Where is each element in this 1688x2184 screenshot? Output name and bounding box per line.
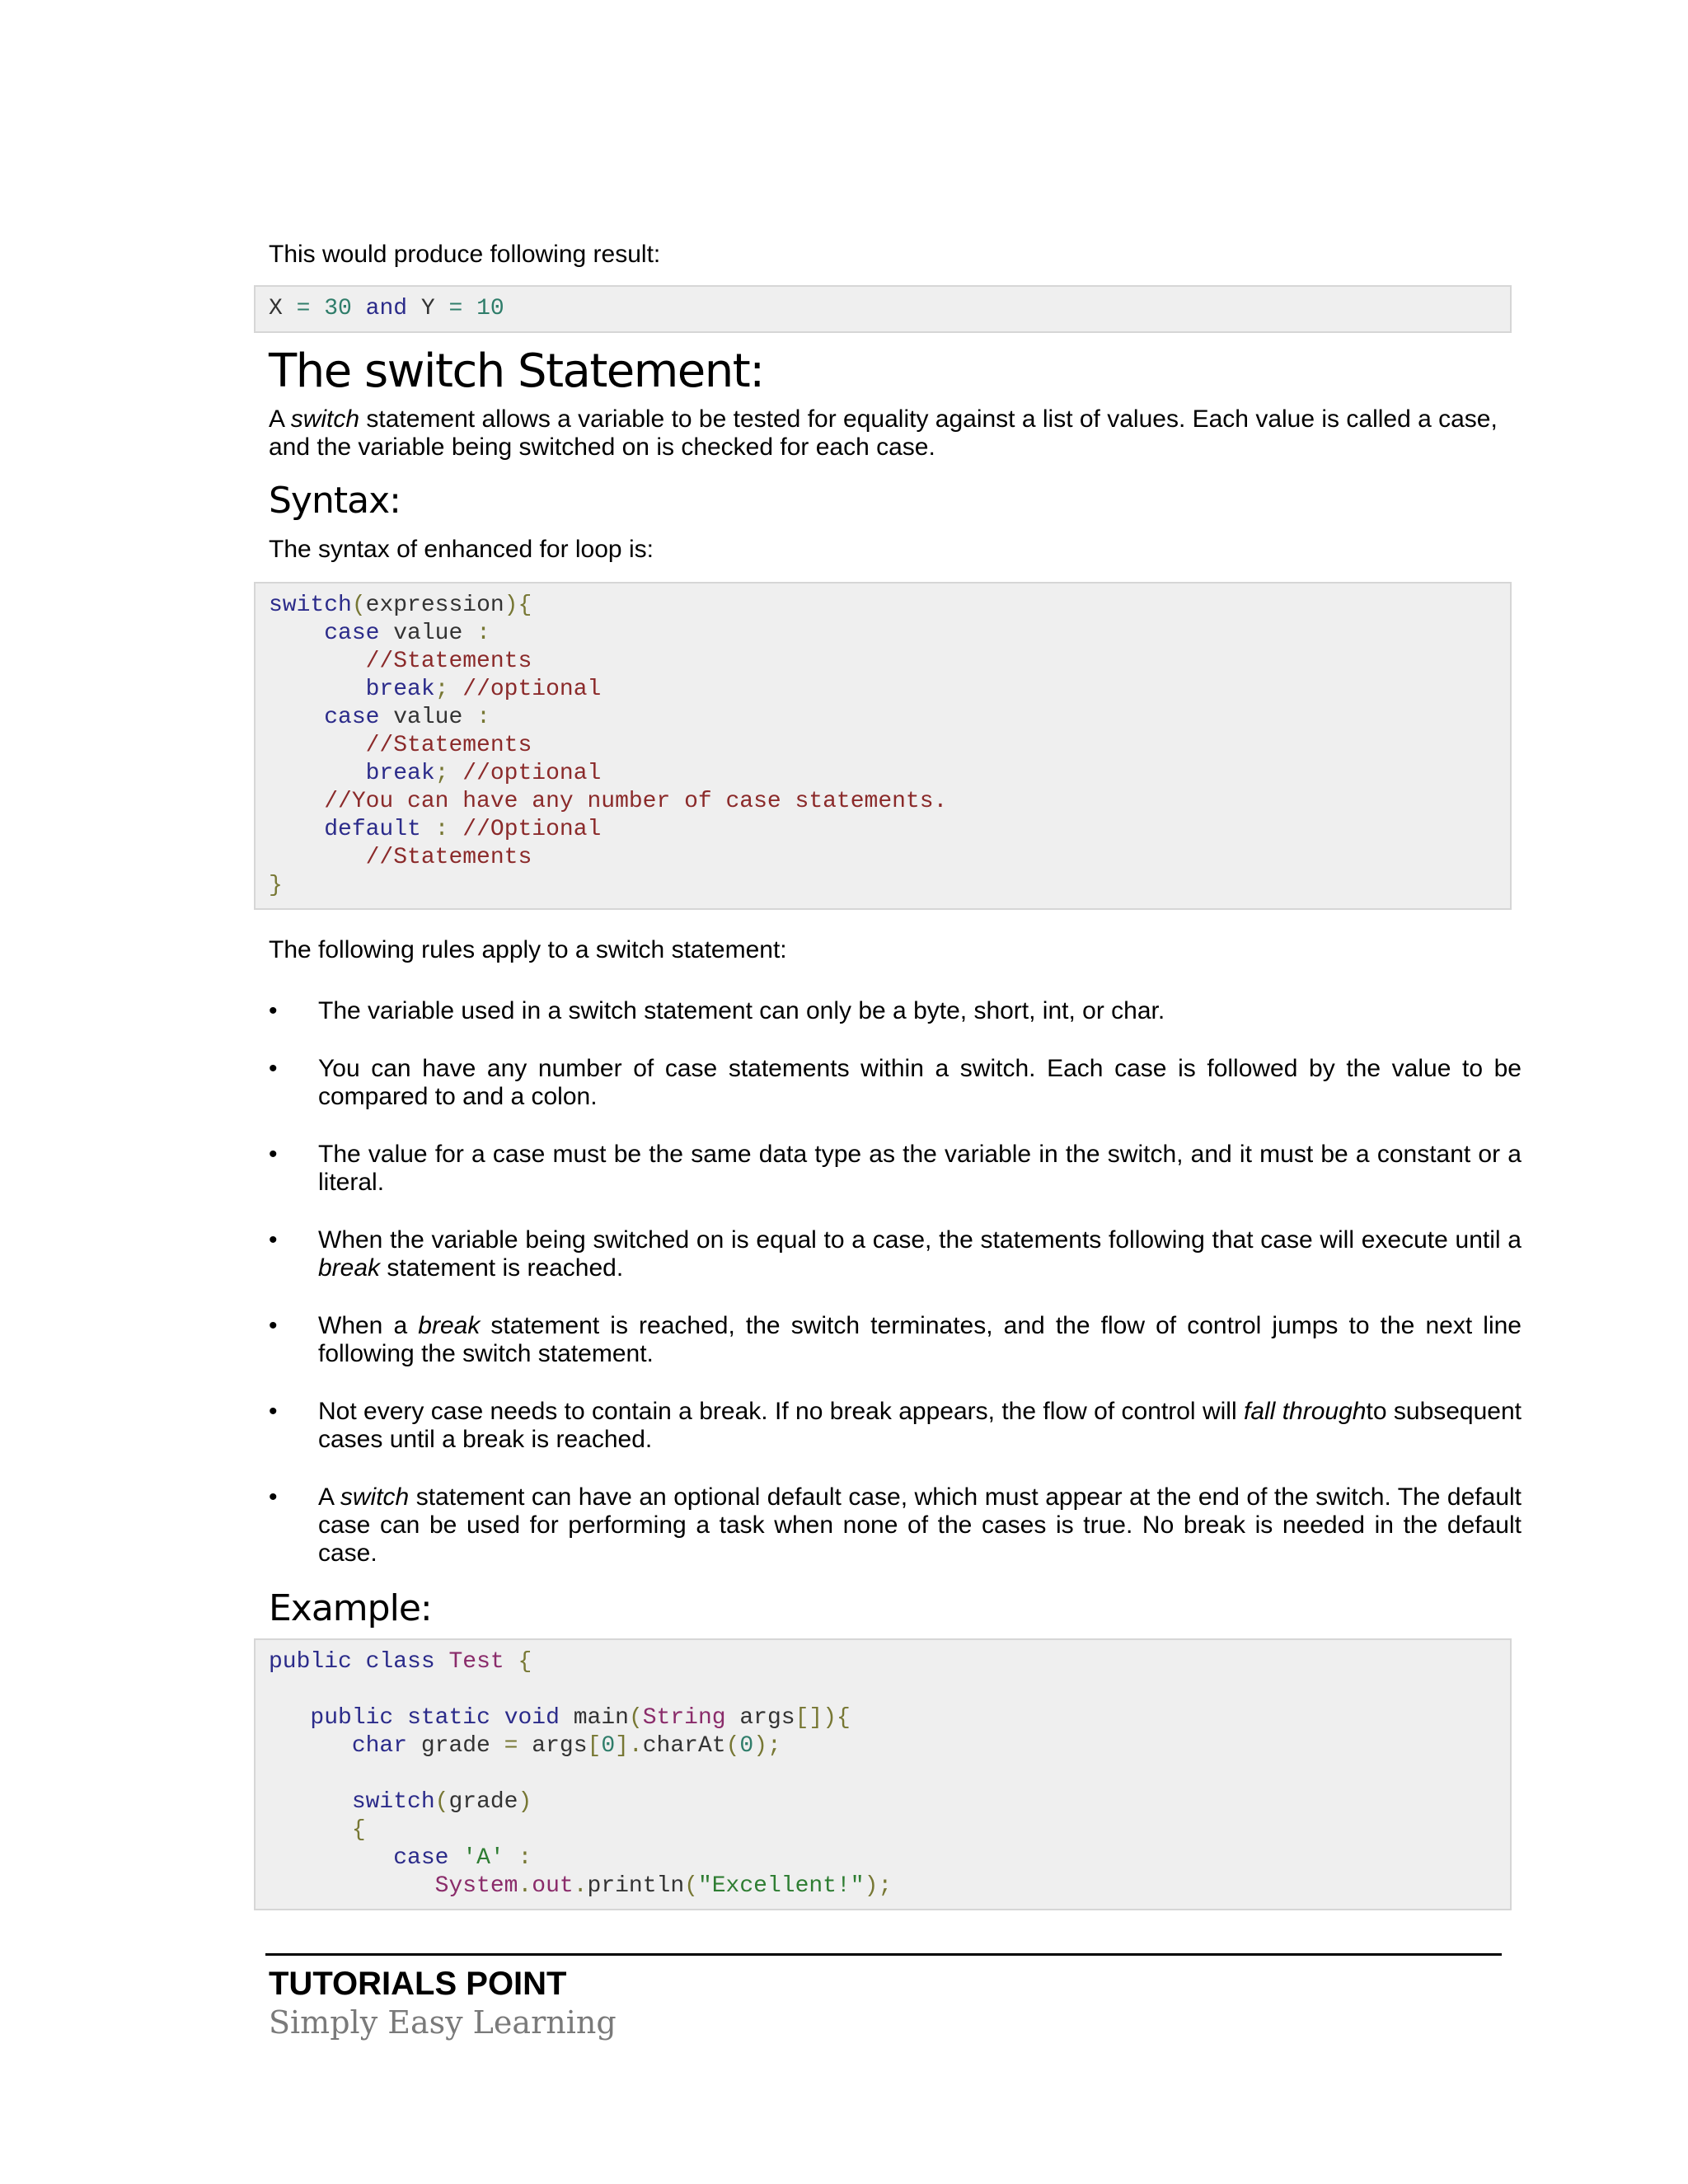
- code-line: public class Test {: [269, 1649, 532, 1675]
- code-line: //You can have any number of case statements.: [324, 789, 948, 814]
- footer-divider: [265, 1953, 1502, 1956]
- bullet-icon: •: [269, 1483, 278, 1511]
- code-line: default : //Optional: [324, 817, 602, 842]
- rules-intro: The following rules apply to a switch statement:: [269, 936, 787, 963]
- code-line: case value :: [324, 705, 490, 730]
- bullet-icon: •: [269, 1226, 278, 1254]
- code-line: [269, 1760, 1497, 1788]
- syntax-intro: The syntax of enhanced for loop is:: [269, 536, 654, 563]
- code-line: }: [269, 873, 283, 898]
- code-line: break; //optional: [365, 677, 602, 702]
- rule-item: • Not every case needs to contain a break. If no break appears, the flow of control will fall throughto subsequent cases until a break is reached.: [269, 1398, 1522, 1453]
- footer-brand: TUTORIALS POINT: [269, 1966, 567, 2002]
- footer-tagline: Simply Easy Learning: [269, 2004, 617, 2041]
- code-line: switch(grade): [351, 1789, 532, 1815]
- bullet-icon: •: [269, 1141, 278, 1168]
- code-line: //Statements: [365, 845, 532, 870]
- rule-item: • The variable used in a switch statement can only be a byte, short, int, or char.: [269, 997, 1165, 1024]
- rule-item: • A switch statement can have an optional default case, which must appear at the end of the switch. The default case can be used for performing a task when none of the cases is true. No break is needed in the default case.: [269, 1483, 1522, 1567]
- page-content: [269, 241, 1522, 1910]
- example-code-block: [254, 1638, 1512, 1910]
- rule-item: • You can have any number of case statements within a switch. Each case is followed by the value to be compared to and a colon.: [269, 1055, 1522, 1110]
- intro-text: This would produce following result:: [269, 241, 661, 268]
- code-line: [269, 1676, 1497, 1704]
- page-footer: [269, 1953, 1505, 2041]
- code-line: X = 30 and Y = 10: [269, 296, 504, 321]
- bullet-icon: •: [269, 1398, 278, 1425]
- bullet-icon: •: [269, 997, 278, 1024]
- code-line: case 'A' :: [393, 1845, 532, 1871]
- output-code-block: [254, 285, 1512, 333]
- syntax-heading: Syntax:: [269, 480, 401, 522]
- code-line: char grade = args[0].charAt(0);: [351, 1733, 781, 1759]
- syntax-code-block: [254, 582, 1512, 910]
- code-line: //Statements: [365, 733, 532, 758]
- code-line: case value :: [324, 621, 490, 646]
- description-emphasis: switch: [290, 405, 360, 433]
- code-line: switch(expression){: [269, 593, 532, 618]
- section-description: A switch statement allows a variable to be tested for equality against a list of values. Each value is called a case, and the variable being switched on is checked for each case.: [269, 405, 1498, 461]
- rule-item: • When a break statement is reached, the switch terminates, and the flow of control jumps to the next line following the switch statement.: [269, 1312, 1522, 1367]
- bullet-icon: •: [269, 1055, 278, 1082]
- rules-list: [269, 997, 1522, 1568]
- rule-item: • When the variable being switched on is equal to a case, the statements following that case will execute until a break statement is reached.: [269, 1226, 1522, 1282]
- section-title: The switch Statement:: [269, 344, 764, 398]
- code-line: System.out.println("Excellent!");: [434, 1873, 893, 1899]
- code-line: break; //optional: [365, 761, 602, 786]
- example-heading: Example:: [269, 1587, 432, 1629]
- code-line: public static void main(String args[]){: [310, 1705, 851, 1731]
- code-line: //Statements: [365, 649, 532, 674]
- code-line: {: [351, 1817, 366, 1843]
- bullet-icon: •: [269, 1312, 278, 1339]
- rule-item: • The value for a case must be the same data type as the variable in the switch, and it must be a constant or a literal.: [269, 1141, 1522, 1196]
